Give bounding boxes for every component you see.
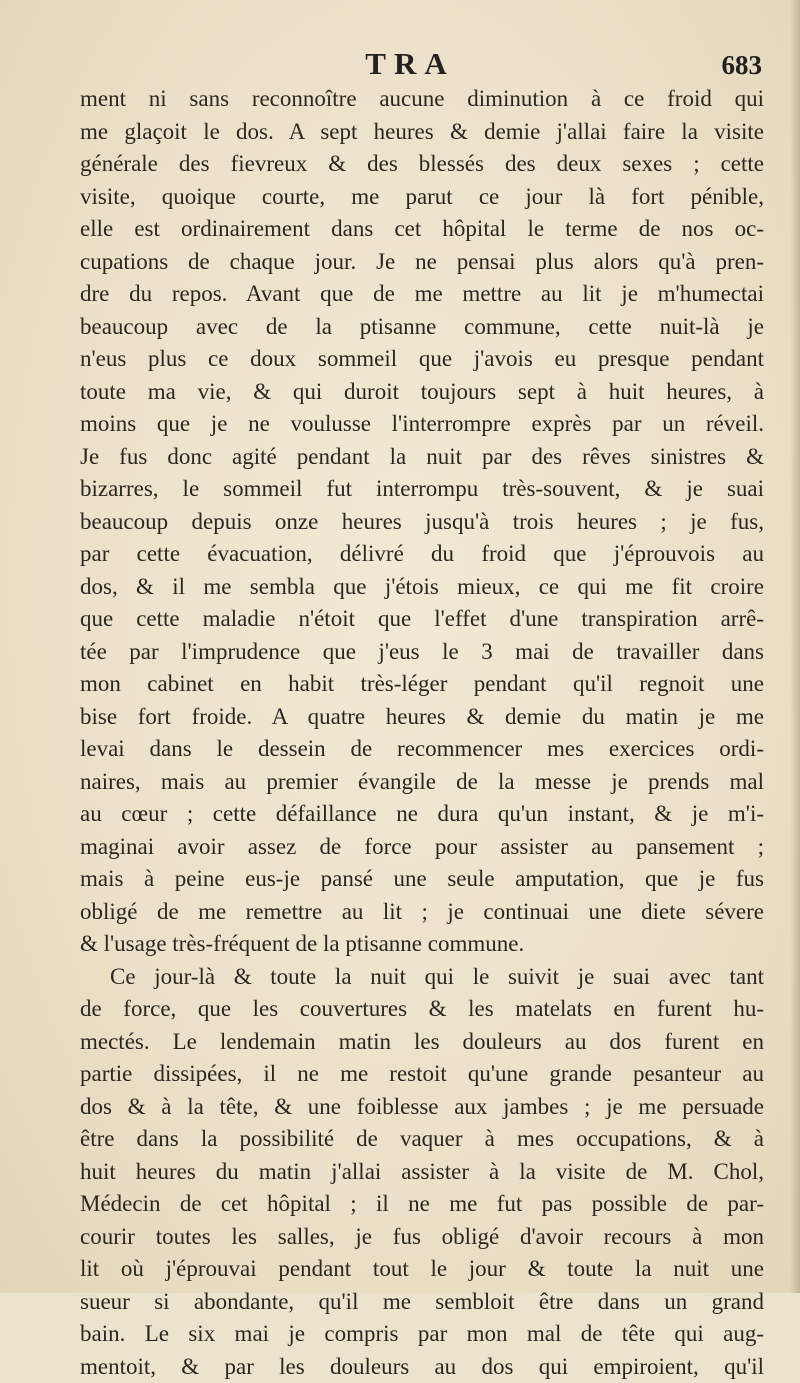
text-line: & l'usage très-fréquent de la ptisanne commune. bbox=[80, 928, 764, 961]
text-line: dos, & il me sembla que j'étois mieux, ce qui me fit croire bbox=[80, 571, 764, 604]
text-line: levai dans le dessein de recommencer mes exercices ordi- bbox=[80, 733, 764, 766]
text-line: elle est ordinairement dans cet hôpital le terme de nos oc- bbox=[80, 213, 764, 246]
text-line: dre du repos. Avant que de me mettre au lit je m'humectai bbox=[80, 278, 764, 311]
text-line: bizarres, le sommeil fut interrompu très-souvent, & je suai bbox=[80, 473, 764, 506]
text-line: mentoit, & par les douleurs au dos qui empiroient, qu'il bbox=[80, 1351, 764, 1383]
text-line: dos & à la tête, & une foiblesse aux jambes ; je me persuade bbox=[80, 1091, 764, 1124]
text-line: moins que je ne voulusse l'interrompre exprès par un réveil. bbox=[80, 408, 764, 441]
text-line: par cette évacuation, délivré du froid que j'éprouvois au bbox=[80, 538, 764, 571]
text-line: visite, quoique courte, me parut ce jour là fort pénible, bbox=[80, 181, 764, 214]
text-line: partie dissipées, il ne me restoit qu'une grande pesanteur au bbox=[80, 1058, 764, 1091]
text-line: au cœur ; cette défaillance ne dura qu'un instant, & je m'i- bbox=[80, 798, 764, 831]
text-line: cupations de chaque jour. Je ne pensai plus alors qu'à pren- bbox=[80, 246, 764, 279]
text-line: de force, que les couvertures & les matelats en furent hu- bbox=[80, 993, 764, 1026]
page-header bbox=[0, 42, 800, 82]
page-number: 683 bbox=[722, 50, 763, 81]
text-line: maginai avoir assez de force pour assister au pansement ; bbox=[80, 831, 764, 864]
text-line: huit heures du matin j'allai assister à la visite de M. Chol, bbox=[80, 1156, 764, 1189]
text-line: n'eus plus ce doux sommeil que j'avois eu presque pendant bbox=[80, 343, 764, 376]
text-line: Je fus donc agité pendant la nuit par des rêves sinistres & bbox=[80, 441, 764, 474]
text-line: toute ma vie, & qui duroit toujours sept à huit heures, à bbox=[80, 376, 764, 409]
text-line: bain. Le six mai je compris par mon mal de tête qui aug- bbox=[80, 1318, 764, 1351]
text-line: Ce jour-là & toute la nuit qui le suivit je suai avec tant bbox=[80, 961, 764, 994]
text-line: sueur si abondante, qu'il me sembloit être dans un grand bbox=[80, 1286, 764, 1319]
text-line: me glaçoit le dos. A sept heures & demie j'allai faire la visite bbox=[80, 116, 764, 149]
text-line: courir toutes les salles, je fus obligé d'avoir recours à mon bbox=[80, 1221, 764, 1254]
text-line: mectés. Le lendemain matin les douleurs au dos furent en bbox=[80, 1026, 764, 1059]
text-line: naires, mais au premier évangile de la messe je prends mal bbox=[80, 766, 764, 799]
text-line: obligé de me remettre au lit ; je continuai une diete sévere bbox=[80, 896, 764, 929]
text-line: mais à peine eus-je pansé une seule amputation, que je fus bbox=[80, 863, 764, 896]
running-title: TRA bbox=[300, 46, 520, 82]
text-line: être dans la possibilité de vaquer à mes occupations, & à bbox=[80, 1123, 764, 1156]
text-line: beaucoup avec de la ptisanne commune, cette nuit-là je bbox=[80, 311, 764, 344]
text-line: ment ni sans reconnoître aucune diminution à ce froid qui bbox=[80, 83, 764, 116]
text-line: mon cabinet en habit très-léger pendant qu'il regnoit une bbox=[80, 668, 764, 701]
text-line: bise fort froide. A quatre heures & demie du matin je me bbox=[80, 701, 764, 734]
text-line: Médecin de cet hôpital ; il ne me fut pas possible de par- bbox=[80, 1188, 764, 1221]
text-line: que cette maladie n'étoit que l'effet d'une transpiration arrê- bbox=[80, 603, 764, 636]
text-line: beaucoup depuis onze heures jusqu'à trois heures ; je fus, bbox=[80, 506, 764, 539]
body-text bbox=[80, 83, 764, 1383]
text-line: lit où j'éprouvai pendant tout le jour & toute la nuit une bbox=[80, 1253, 764, 1286]
text-line: générale des fievreux & des blessés des deux sexes ; cette bbox=[80, 148, 764, 181]
text-line: tée par l'imprudence que j'eus le 3 mai de travailler dans bbox=[80, 636, 764, 669]
